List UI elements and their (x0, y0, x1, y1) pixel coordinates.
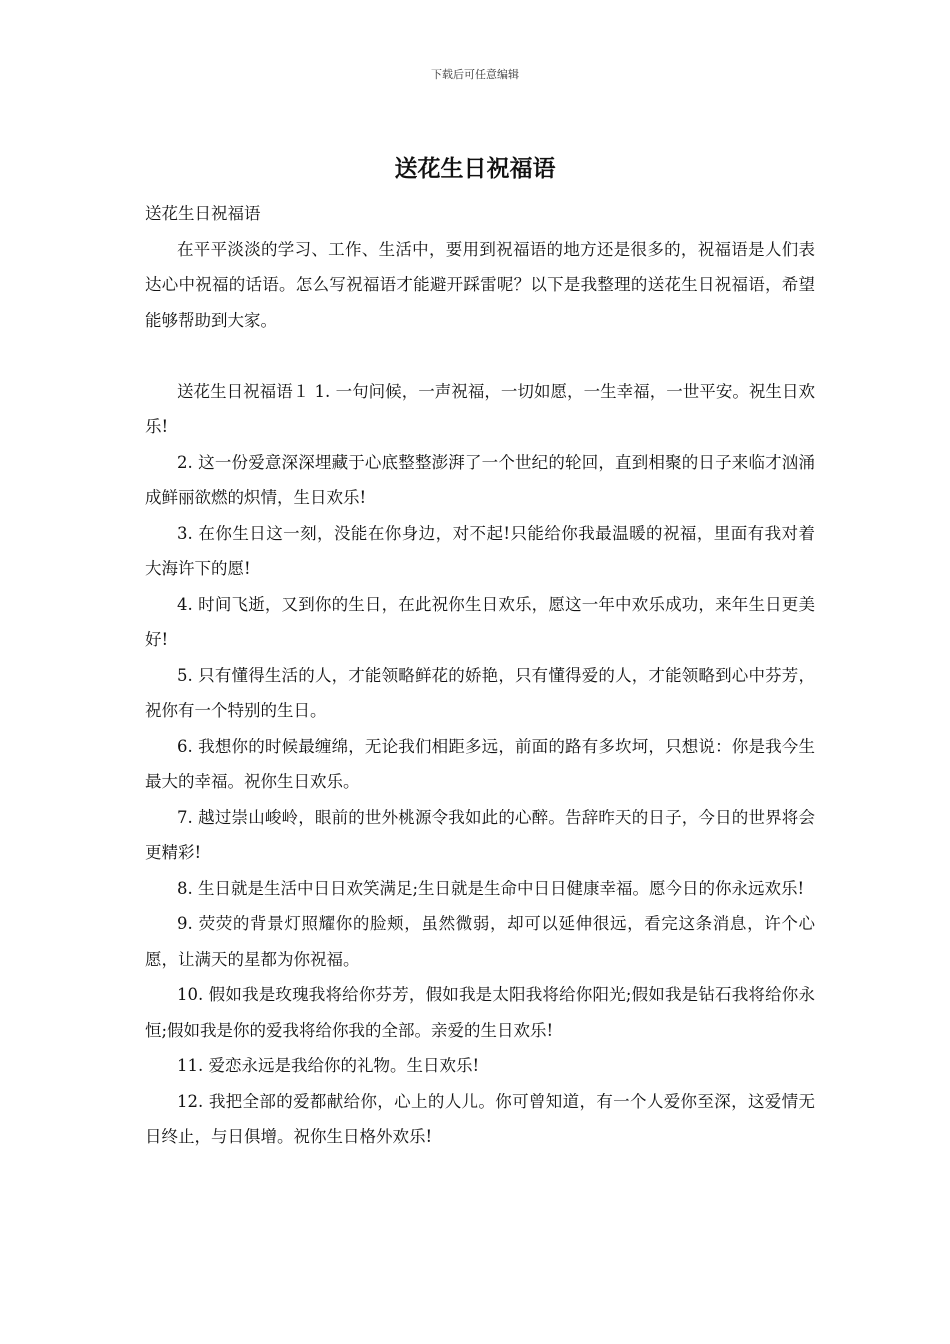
wish-item-3: 3. 在你生日这一刻，没能在你身边，对不起!只能给你我最温暖的祝福，里面有我对着大海许下的愿! (145, 523, 815, 578)
document-body (145, 196, 815, 1155)
wish-item-5: 5. 只有懂得生活的人，才能领略鲜花的娇艳，只有懂得爱的人，才能领略到心中芬芳，祝你有一个特别的生日。 (145, 665, 815, 720)
wish-item-8: 8. 生日就是生活中日日欢笑满足;生日就是生命中日日健康幸福。愿今日的你永远欢乐! (177, 878, 805, 898)
wish-item-6: 6. 我想你的时候最缠绵，无论我们相距多远，前面的路有多坎坷，只想说：你是我今生最大的幸福。祝你生日欢乐。 (145, 736, 815, 791)
blank-line (145, 338, 815, 374)
wish-item-4: 4. 时间飞逝，又到你的生日，在此祝你生日欢乐，愿这一年中欢乐成功，来年生日更美好! (145, 594, 815, 649)
wish-item-10: 10. 假如我是玫瑰我将给你芬芳，假如我是太阳我将给你阳光;假如我是钻石我将给你永恒;假如我是你的爱我将给你我的全部。亲爱的生日欢乐! (145, 985, 815, 1040)
wish-item-12: 12. 我把全部的爱都献给你，心上的人儿。你可曾知道，有一个人爱你至深，这爱情无日终止，与日俱增。祝你生日格外欢乐! (145, 1091, 815, 1146)
document-title: 送花生日祝福语 (394, 156, 556, 182)
wish-item-7: 7. 越过崇山峻岭，眼前的世外桃源令我如此的心醉。告辞昨天的日子，今日的世界将会更精彩! (145, 807, 815, 862)
wish-item-9: 9. 荧荧的背景灯照耀你的脸颊，虽然微弱，却可以延伸很远，看完这条消息，许个心愿，让满天的星都为你祝福。 (145, 914, 815, 969)
wish-item-2: 2. 这一份爱意深深埋藏于心底整整澎湃了一个世纪的轮回，直到相聚的日子来临才汹涌成鲜丽欲燃的炽情，生日欢乐! (145, 452, 815, 507)
intro-paragraph: 在平平淡淡的学习、工作、生活中，要用到祝福语的地方还是很多的，祝福语是人们表达心中祝福的话语。怎么写祝福语才能避开踩雷呢？以下是我整理的送花生日祝福语，希望能够帮助到大家。 (145, 239, 815, 330)
wish-item-1: 送花生日祝福语１ 1. 一句问候，一声祝福，一切如愿，一生幸福，一世平安。祝生日欢乐! (145, 381, 815, 436)
subtitle: 送花生日祝福语 (145, 204, 261, 223)
wish-item-11: 11. 爱恋永远是我给你的礼物。生日欢乐! (177, 1056, 480, 1075)
header-note: 下载后可任意编辑 (431, 68, 519, 81)
